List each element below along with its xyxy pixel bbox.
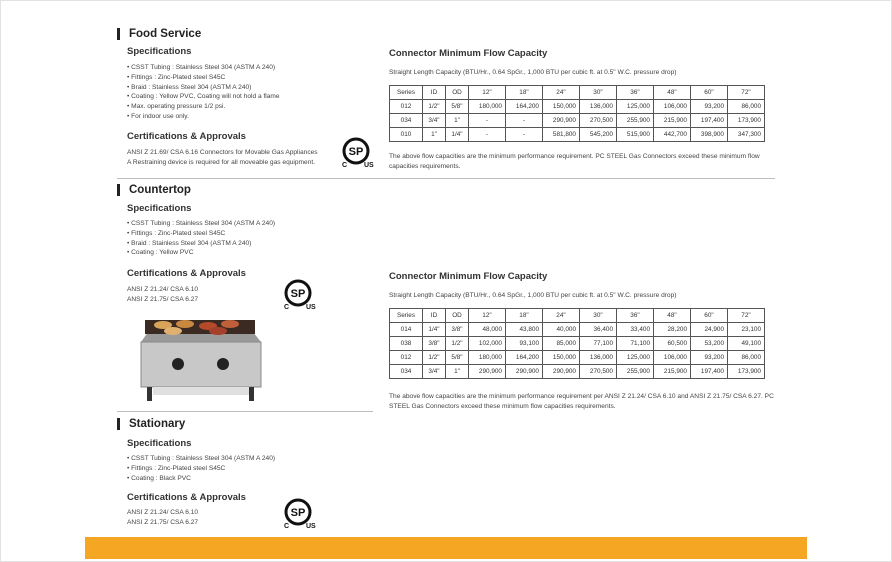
table-cell: 93,200 — [691, 351, 728, 365]
column-header: 60" — [691, 86, 728, 100]
svg-text:C: C — [284, 523, 290, 530]
table-cell: 106,000 — [654, 100, 691, 114]
svg-text:SP: SP — [348, 146, 364, 158]
table-cell: 60,500 — [654, 337, 691, 351]
column-header: 72" — [728, 309, 765, 323]
table-cell: 36,400 — [580, 323, 617, 337]
table-cell: 150,000 — [543, 351, 580, 365]
svg-text:SP: SP — [290, 288, 306, 300]
column-header: 12" — [469, 86, 506, 100]
table-cell: 1" — [423, 128, 446, 142]
column-header: 48" — [654, 86, 691, 100]
flow-capacity-note: The above flow capacities are the minimum performance requirement. PC STEEL Gas Connectors exceed these minimum flow capacities requirements. — [389, 153, 760, 170]
table-cell: 1/2" — [423, 351, 446, 365]
spec-item: • For indoor use only. — [127, 112, 280, 122]
svg-text:US: US — [364, 162, 374, 169]
column-header: OD — [446, 86, 469, 100]
column-header: 36" — [617, 309, 654, 323]
column-header: Series — [390, 309, 423, 323]
cert-list — [127, 508, 198, 528]
svg-text:SP: SP — [290, 507, 306, 519]
table-cell: 164,200 — [506, 100, 543, 114]
table-cell: 173,900 — [728, 114, 765, 128]
table-cell: 290,900 — [543, 365, 580, 379]
svg-text:US: US — [306, 304, 316, 311]
table-cell: 515,900 — [617, 128, 654, 142]
table-row — [390, 365, 765, 379]
table-cell: 71,100 — [617, 337, 654, 351]
table-row — [390, 337, 765, 351]
spec-list — [127, 454, 275, 483]
svg-text:C: C — [342, 162, 348, 169]
column-header: 60" — [691, 309, 728, 323]
column-header: 24" — [543, 309, 580, 323]
spec-item: • Fittings : Zinc-Plated steel S45C — [127, 73, 280, 83]
csa-us-certification-icon — [282, 497, 316, 531]
table-cell: - — [506, 128, 543, 142]
table-cell: 5/8" — [446, 351, 469, 365]
flow-capacity-caption: Straight Length Capacity (BTU/Hr., 0.64 SpGr., 1,000 BTU per cubic ft. at 0.5" W.C. pressure drop) — [389, 292, 677, 299]
table-header-row — [390, 86, 765, 100]
table-cell: 197,400 — [691, 114, 728, 128]
svg-text:C: C — [284, 304, 290, 311]
table-cell: 290,900 — [543, 114, 580, 128]
spec-item: • CSST Tubing : Stainless Steel 304 (ASTM A 240) — [127, 454, 275, 464]
flow-capacity-note: The above flow capacities are the minimum performance requirement per ANSI Z 21.24/ CSA 6.10 and ANSI Z 21.75/ CSA 6.27. PC STEEL Gas Connectors exceed these minimum flow capacities requirements. — [389, 393, 774, 410]
cert-list — [127, 148, 318, 168]
cert-item: A Restraining device is required for all moveable gas equipment. — [127, 158, 316, 166]
column-header: 18" — [506, 309, 543, 323]
table-cell: 034 — [390, 365, 423, 379]
section-title-food-service: Food Service — [117, 28, 201, 40]
table-cell: 215,900 — [654, 114, 691, 128]
table-cell: 93,100 — [506, 337, 543, 351]
table-cell: 012 — [390, 100, 423, 114]
certifications-heading: Certifications & Approvals — [127, 268, 246, 279]
specifications-heading: Specifications — [127, 203, 192, 214]
certifications-heading: Certifications & Approvals — [127, 131, 246, 142]
table-cell: 85,000 — [543, 337, 580, 351]
table-cell: 290,900 — [469, 365, 506, 379]
table-cell: 1/4" — [423, 323, 446, 337]
table-cell: 197,400 — [691, 365, 728, 379]
table-cell: 255,900 — [617, 365, 654, 379]
spec-item: • Braid : Stainless Steel 304 (ASTM A 240) — [127, 83, 280, 93]
table-cell: 255,900 — [617, 114, 654, 128]
footer-accent-bar — [85, 537, 807, 559]
specifications-heading: Specifications — [127, 438, 192, 449]
table-header-row — [390, 309, 765, 323]
table-cell: 3/8" — [423, 337, 446, 351]
column-header: 18" — [506, 86, 543, 100]
section-title-stationary: Stationary — [117, 418, 185, 430]
table-cell: 49,100 — [728, 337, 765, 351]
flow-capacity-title: Connector Minimum Flow Capacity — [389, 271, 548, 282]
table-cell: 545,200 — [580, 128, 617, 142]
column-header: Series — [390, 86, 423, 100]
table-cell: 40,000 — [543, 323, 580, 337]
spec-item: • CSST Tubing : Stainless Steel 304 (ASTM A 240) — [127, 63, 280, 73]
table-cell: 24,900 — [691, 323, 728, 337]
table-cell: 290,900 — [506, 365, 543, 379]
table-cell: 53,200 — [691, 337, 728, 351]
table-cell: 1/2" — [423, 100, 446, 114]
spec-item: • Coating : Yellow PVC, Coating will not hold a flame — [127, 92, 280, 102]
table-cell: 3/4" — [423, 114, 446, 128]
table-cell: 125,000 — [617, 351, 654, 365]
table-row — [390, 128, 765, 142]
cert-item: ANSI Z 21.75/ CSA 6.27 — [127, 295, 199, 303]
table-cell: 270,500 — [580, 114, 617, 128]
spec-item: • CSST Tubing : Stainless Steel 304 (ASTM A 240) — [127, 219, 275, 229]
table-cell: 86,000 — [728, 100, 765, 114]
table-cell: 1" — [446, 365, 469, 379]
spec-item: • Fittings : Zinc-Plated steel S45C — [127, 464, 275, 474]
table-cell: - — [469, 128, 506, 142]
spec-item: • Max. operating pressure 1/2 psi. — [127, 102, 280, 112]
table-cell: 106,000 — [654, 351, 691, 365]
table-cell: 77,100 — [580, 337, 617, 351]
table-cell: 48,000 — [469, 323, 506, 337]
csa-us-certification-icon — [282, 278, 316, 312]
cert-list — [127, 285, 198, 305]
table-cell: 014 — [390, 323, 423, 337]
table-cell: 1" — [446, 114, 469, 128]
spec-item: • Fittings : Zinc-Plated steel S45C — [127, 229, 275, 239]
flow-capacity-table — [389, 85, 765, 142]
table-row — [390, 351, 765, 365]
spec-item: • Coating : Black PVC — [127, 474, 275, 484]
table-row — [390, 100, 765, 114]
svg-text:US: US — [306, 523, 316, 530]
cert-item: ANSI Z 21.24/ CSA 6.10 — [127, 509, 199, 516]
table-cell: 23,100 — [728, 323, 765, 337]
table-cell: 136,000 — [580, 351, 617, 365]
cert-item: ANSI Z 21.69/ CSA 6.16 Connectors for Movable Gas Appliances — [127, 149, 318, 156]
section-divider — [117, 411, 373, 412]
table-cell: 5/8" — [446, 100, 469, 114]
flow-capacity-caption: Straight Length Capacity (BTU/Hr., 0.64 SpGr., 1,000 BTU per cubic ft. at 0.5" W.C. pressure drop) — [389, 69, 677, 76]
spec-list — [127, 63, 280, 122]
table-cell: 3/8" — [446, 323, 469, 337]
table-cell: 180,000 — [469, 351, 506, 365]
table-cell: 93,200 — [691, 100, 728, 114]
table-row — [390, 114, 765, 128]
table-cell: 180,000 — [469, 100, 506, 114]
cert-item: ANSI Z 21.24/ CSA 6.10 — [127, 286, 199, 293]
column-header: 48" — [654, 309, 691, 323]
table-cell: 125,000 — [617, 100, 654, 114]
table-cell: 28,200 — [654, 323, 691, 337]
table-cell: 442,700 — [654, 128, 691, 142]
table-cell: - — [469, 114, 506, 128]
spec-list — [127, 219, 275, 258]
certifications-heading: Certifications & Approvals — [127, 492, 246, 503]
table-cell: 1/2" — [446, 337, 469, 351]
specifications-heading: Specifications — [127, 46, 192, 57]
column-header: 72" — [728, 86, 765, 100]
flow-capacity-title: Connector Minimum Flow Capacity — [389, 48, 548, 59]
table-cell: 150,000 — [543, 100, 580, 114]
spec-item: • Coating : Yellow PVC — [127, 248, 275, 258]
column-header: ID — [423, 86, 446, 100]
table-cell: 3/4" — [423, 365, 446, 379]
table-cell: 173,900 — [728, 365, 765, 379]
table-cell: 215,900 — [654, 365, 691, 379]
table-cell: 102,000 — [469, 337, 506, 351]
cert-item: ANSI Z 21.75/ CSA 6.27 — [127, 518, 199, 526]
column-header: 30" — [580, 309, 617, 323]
column-header: OD — [446, 309, 469, 323]
column-header: 30" — [580, 86, 617, 100]
table-cell: 398,900 — [691, 128, 728, 142]
table-cell: 43,800 — [506, 323, 543, 337]
column-header: 12" — [469, 309, 506, 323]
table-cell: 347,300 — [728, 128, 765, 142]
flow-capacity-table — [389, 308, 765, 379]
table-cell: 33,400 — [617, 323, 654, 337]
column-header: ID — [423, 309, 446, 323]
section-divider — [117, 178, 775, 179]
table-cell: 1/4" — [446, 128, 469, 142]
countertop-grill-image — [133, 312, 263, 407]
column-header: 24" — [543, 86, 580, 100]
table-cell: 038 — [390, 337, 423, 351]
table-cell: 034 — [390, 114, 423, 128]
table-cell: 012 — [390, 351, 423, 365]
table-cell: 270,500 — [580, 365, 617, 379]
csa-us-certification-icon — [340, 136, 374, 170]
column-header: 36" — [617, 86, 654, 100]
spec-item: • Braid : Stainless Steel 304 (ASTM A 240) — [127, 239, 275, 249]
section-title-countertop: Countertop — [117, 184, 191, 196]
table-row — [390, 323, 765, 337]
table-cell: 581,800 — [543, 128, 580, 142]
table-cell: - — [506, 114, 543, 128]
table-cell: 010 — [390, 128, 423, 142]
table-cell: 86,000 — [728, 351, 765, 365]
table-cell: 164,200 — [506, 351, 543, 365]
table-cell: 136,000 — [580, 100, 617, 114]
